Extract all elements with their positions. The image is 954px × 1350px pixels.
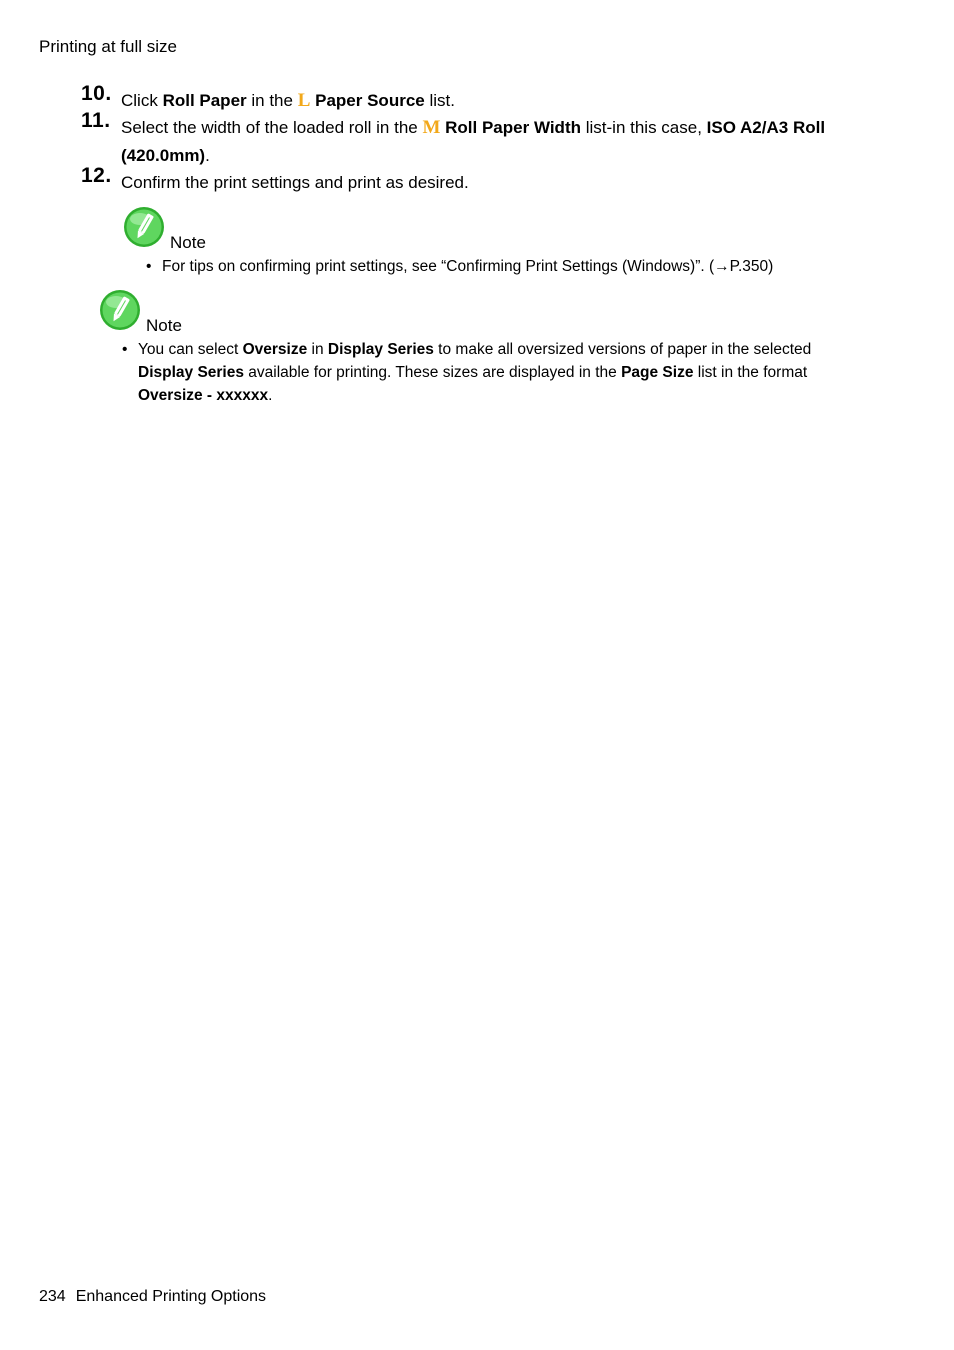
step-number: 11.: [81, 109, 111, 132]
pencil-note-icon: [99, 289, 141, 331]
step-text: Select the width of the loaded roll in the M Roll Paper Width list-in this case, ISO A2/A3 Roll (420.0mm).: [121, 117, 826, 165]
step-number: 10.: [81, 82, 112, 105]
step-text: Click Roll Paper in the L Paper Source list.: [121, 90, 455, 111]
page-number: 234: [39, 1288, 66, 1305]
ui-term-roll-paper: Roll Paper: [162, 91, 247, 110]
ui-term-oversize: Oversize: [242, 341, 308, 358]
ui-term-display-series: Display Series: [138, 364, 244, 381]
bullet-marker: •: [122, 341, 128, 358]
note-label: Note: [170, 233, 206, 252]
ui-term-page-size: Page Size: [621, 364, 694, 381]
step-number: 12.: [81, 164, 112, 187]
note-text: For tips on confirming print settings, see “Confirming Print Settings (Windows)”. (→P.350): [162, 258, 774, 275]
ui-term-display-series: Display Series: [327, 341, 434, 358]
note-text: You can select Oversize in Display Series to make all oversized versions of paper in the selected Display Series available for printing. These sizes are displayed in the Page Size list in the format Oversize - xxxxxx.: [138, 341, 812, 404]
callout-marker-l: L: [297, 90, 311, 111]
footer-section-title: Enhanced Printing Options: [75, 1288, 267, 1305]
ui-term-iso-a2-a3-roll: ISO A2/A3 Roll (420.0mm): [121, 118, 826, 165]
callout-marker-m: M: [422, 117, 441, 138]
pencil-note-icon: [123, 206, 165, 248]
ui-term-roll-paper-width: Roll Paper Width: [445, 118, 581, 137]
step-text: Confirm the print settings and print as desired.: [121, 173, 469, 192]
bullet-marker: •: [146, 258, 152, 275]
page-footer: [39, 1288, 266, 1306]
note-label: Note: [146, 316, 182, 335]
ui-term-oversize-format: Oversize - xxxxxx: [138, 387, 269, 404]
ui-term-paper-source: Paper Source: [315, 91, 425, 110]
running-header: Printing at full size: [39, 37, 177, 56]
